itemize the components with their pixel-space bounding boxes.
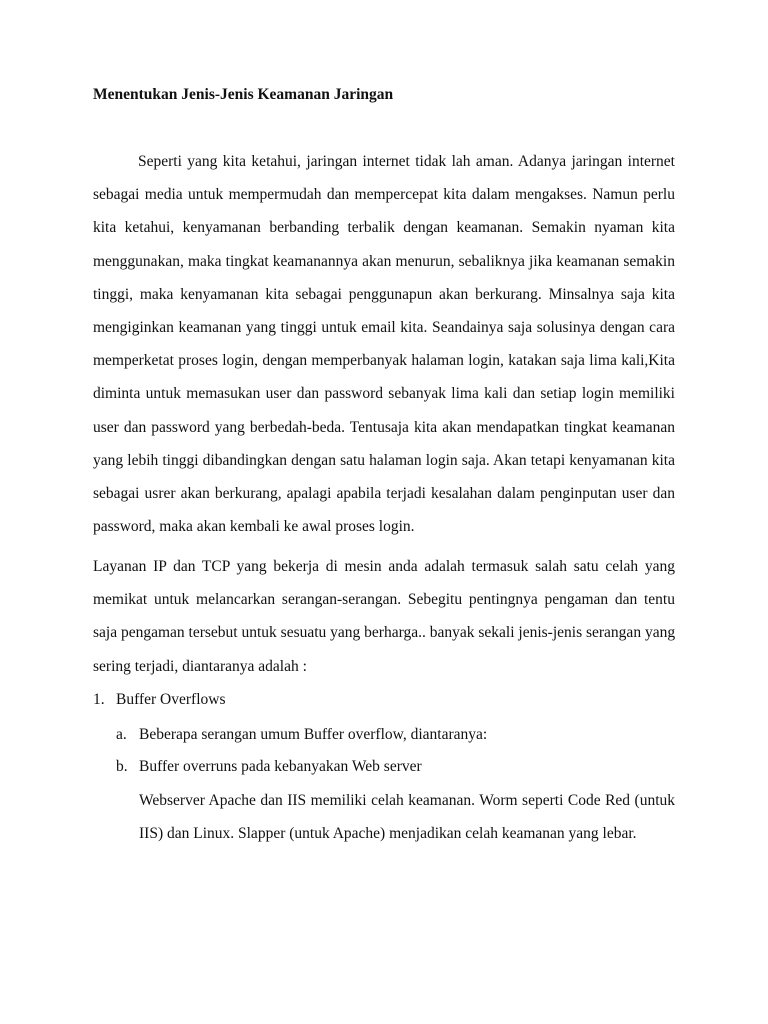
paragraph-line: yang lebih tinggi dibandingkan dengan satu halaman login saja. Akan tetapi kenyamanan kita <box>93 451 675 469</box>
paragraph-line: saja pengaman tersebut untuk sesuatu yang berharga.. banyak sekali jenis-jenis serangan yang <box>93 624 676 642</box>
document-title: Menentukan Jenis-Jenis Keamanan Jaringan <box>93 86 394 103</box>
sub-item-serangan-umum: Beberapa serangan umum Buffer overflow, diantaranya: <box>139 726 488 743</box>
paragraph-line: sering terjadi, diantaranya adalah : <box>93 657 307 675</box>
paragraph-line: user dan password yang berbedah-beda. Tentusaja kita akan mendapatkan tingkat keamanan <box>93 418 675 436</box>
paragraph-line: IIS) dan Linux. Slapper (untuk Apache) menjadikan celah keamanan yang lebar. <box>139 825 637 843</box>
sub-item-paragraph <box>139 784 675 850</box>
paragraph-line: diminta untuk memasukan user dan password sebanyak lima kali dan setiap login memiliki <box>93 385 675 403</box>
list-item-buffer-overflows: Buffer Overflows <box>116 691 226 708</box>
sub-item-marker: b. <box>116 758 128 775</box>
paragraph-line: sebagai usrer akan berkurang, apalagi apabila terjadi kesalahan dalam penginputan user dan <box>93 484 675 502</box>
paragraph-line: memperketat proses login, dengan memperbanyak halaman login, katakan saja lima kali,Kita <box>93 352 675 370</box>
paragraph-layanan-ip-tcp <box>93 550 675 683</box>
paragraph-line: tinggi, maka kenyamanan kita sebagai penggunapun akan berkurang. Minsalnya saja kita <box>93 285 675 303</box>
sub-item-marker: a. <box>116 726 127 743</box>
list-item-marker: 1. <box>93 691 105 708</box>
sub-item-buffer-overruns: Buffer overruns pada kebanyakan Web server <box>139 758 422 775</box>
paragraph-line: Seperti yang kita ketahui, jaringan internet tidak lah aman. Adanya jaringan internet <box>138 153 675 170</box>
paragraph-line: Webserver Apache dan IIS memiliki celah keamanan. Worm seperti Code Red (untuk <box>139 792 675 809</box>
paragraph-line: password, maka akan kembali ke awal proses login. <box>93 518 415 536</box>
paragraph-line: mengiginkan keamanan yang tinggi untuk email kita. Seandainya saja solusinya dengan cara <box>93 318 675 336</box>
paragraph-keamanan-kenyamanan <box>93 145 675 543</box>
paragraph-line: kita ketahui, kenyamanan berbanding terbalik dengan keamanan. Semakin nyaman kita <box>93 219 675 237</box>
paragraph-line: Layanan IP dan TCP yang bekerja di mesin anda adalah termasuk salah satu celah yang <box>93 558 675 575</box>
paragraph-line: memikat untuk melancarkan serangan-serangan. Sebegitu pentingnya pengaman dan tentu <box>93 591 675 609</box>
paragraph-line: sebagai media untuk mempermudah dan mempercepat kita dalam mengakses. Namun perlu <box>93 186 675 204</box>
paragraph-line: menggunakan, maka tingkat keamanannya akan menurun, sebaliknya jika keamanan semakin <box>93 252 675 270</box>
